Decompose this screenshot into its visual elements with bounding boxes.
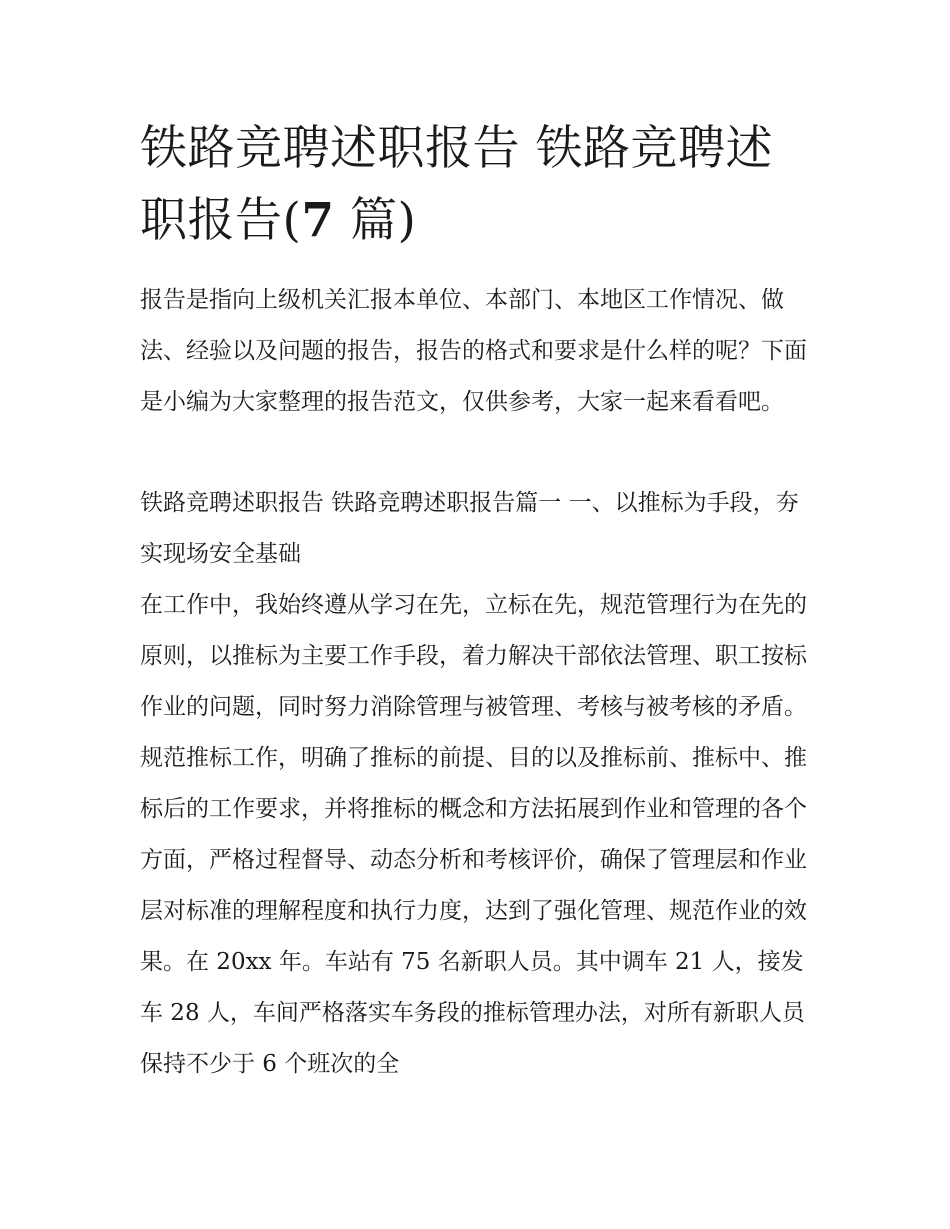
- document-title: [140, 113, 820, 257]
- section-heading: 铁路竞聘述职报告 铁路竞聘述职报告篇一 一、以推标为手段，夯实现场安全基础: [140, 490, 799, 567]
- intro-paragraph: 报告是指向上级机关汇报本单位、本部门、本地区工作情况、做法、经验以及问题的报告，报告的格式和要求是什么样的呢？下面是小编为大家整理的报告范文，仅供参考，大家一起来看看吧。: [140, 287, 807, 415]
- title-number: 7: [301, 193, 335, 248]
- title-text-part1: 铁路竞聘述职报告 铁路竞聘述职报告(: [140, 121, 773, 248]
- body-paragraph: 在工作中，我始终遵从学习在先，立标在先，规范管理行为在先的原则，以推标为主要工作手段，着力解决干部依法管理、职工按标作业的问题，同时努力消除管理与被管理、考核与被考核的矛盾。规范推标工作，明确了推标的前提、目的以及推标前、推标中、推标后的工作要求，并将推标的概念和方法拓展到作业和管理的各个方面，严格过程督导、动态分析和考核评价，确保了管理层和作业层对标准的理解程度和执行力度，达到了强化管理、规范作业的效果。在 20xx 年。车站有 75 名新职人员。其中调车 21 人，接发车 28 人，车间严格落实车务段的推标管理办法，对所有新职人员保持不少于 6 个班次的全: [140, 592, 807, 1077]
- title-text-part2: 篇): [334, 193, 417, 248]
